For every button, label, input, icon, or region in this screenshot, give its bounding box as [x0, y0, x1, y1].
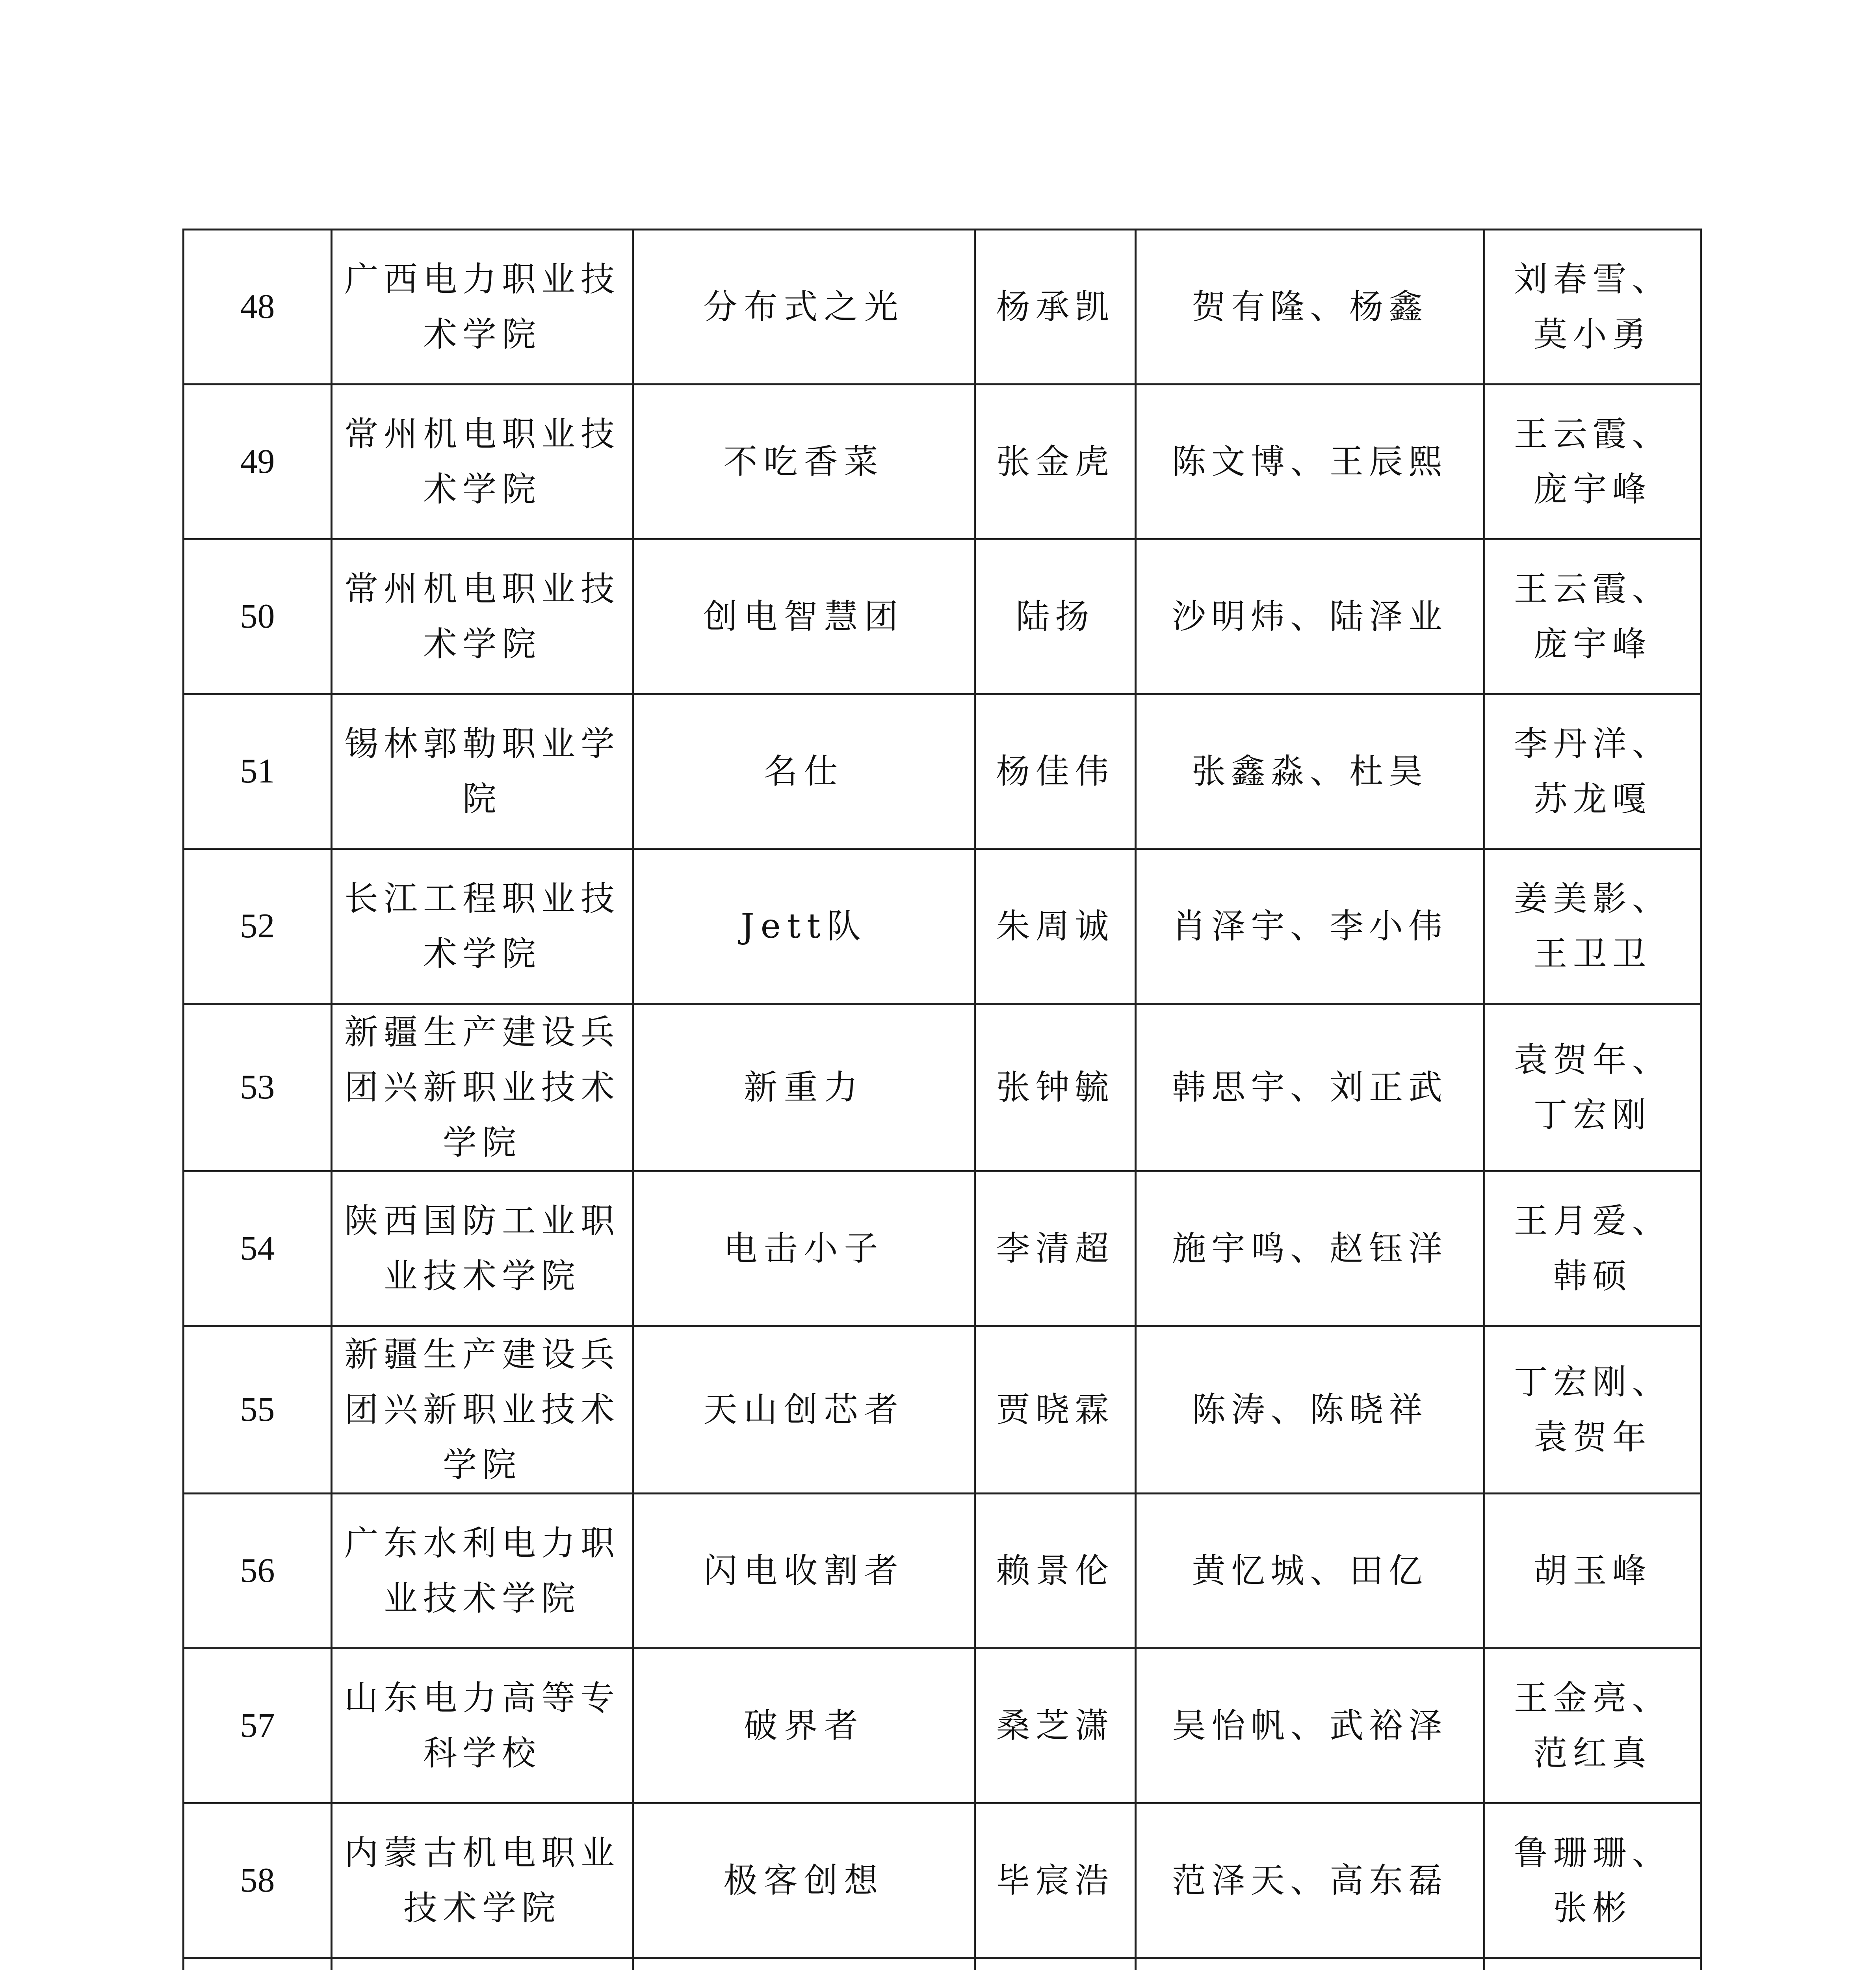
school-name: 广东水利电力职业技术学院	[332, 1494, 633, 1648]
table-row	[184, 1648, 1701, 1803]
school-name	[332, 1958, 633, 1970]
captain-name: 贾晓霖	[975, 1326, 1136, 1494]
captain-name: 毕宸浩	[975, 1803, 1136, 1958]
advisors: 丁宏刚、袁贺年	[1484, 1326, 1701, 1494]
advisors: 胡玉峰	[1484, 1494, 1701, 1648]
award-table	[182, 229, 1702, 1970]
row-number: 52	[184, 849, 332, 1004]
row-number: 57	[184, 1648, 332, 1803]
row-number: 56	[184, 1494, 332, 1648]
advisors: 鲁珊珊、张彬	[1484, 1803, 1701, 1958]
row-number: 48	[184, 230, 332, 385]
advisors: 姜美影、王卫卫	[1484, 849, 1701, 1004]
table-row	[184, 1494, 1701, 1648]
table-row	[184, 694, 1701, 849]
row-number: 53	[184, 1004, 332, 1171]
table-row	[184, 1004, 1701, 1171]
captain-name: 杨佳伟	[975, 694, 1136, 849]
team-members: 施宇鸣、赵钰洋	[1136, 1171, 1484, 1326]
row-number: 54	[184, 1171, 332, 1326]
team-name: 新重力	[633, 1004, 975, 1171]
team-name: 破界者	[633, 1648, 975, 1803]
team-members: 陈文博、王辰熙	[1136, 385, 1484, 539]
table-row	[184, 1958, 1701, 1970]
school-name: 常州机电职业技术学院	[332, 539, 633, 694]
team-name: 电击小子	[633, 1171, 975, 1326]
captain-name: 陆扬	[975, 539, 1136, 694]
table-row	[184, 1171, 1701, 1326]
table-row	[184, 539, 1701, 694]
advisors: 王云霞、庞宇峰	[1484, 385, 1701, 539]
advisors: 王云霞、庞宇峰	[1484, 539, 1701, 694]
team-members: 肖泽宇、李小伟	[1136, 849, 1484, 1004]
captain-name: 李清超	[975, 1171, 1136, 1326]
captain-name: 张钟毓	[975, 1004, 1136, 1171]
team-members: 贺有隆、杨鑫	[1136, 230, 1484, 385]
school-name: 陕西国防工业职业技术学院	[332, 1171, 633, 1326]
advisors: 刘春雪、莫小勇	[1484, 230, 1701, 385]
row-number	[184, 1958, 332, 1970]
row-number: 55	[184, 1326, 332, 1494]
team-name: 极客创想	[633, 1803, 975, 1958]
captain-name: 桑芝潇	[975, 1648, 1136, 1803]
advisors: 王月爱、韩硕	[1484, 1171, 1701, 1326]
advisors	[1484, 1958, 1701, 1970]
team-members: 陈涛、陈晓祥	[1136, 1326, 1484, 1494]
captain-name: 张金虎	[975, 385, 1136, 539]
team-members: 范泽天、高东磊	[1136, 1803, 1484, 1958]
team-members: 沙明炜、陆泽业	[1136, 539, 1484, 694]
school-name: 锡林郭勒职业学院	[332, 694, 633, 849]
team-members: 吴怡帆、武裕泽	[1136, 1648, 1484, 1803]
table-row	[184, 849, 1701, 1004]
advisors: 王金亮、范红真	[1484, 1648, 1701, 1803]
team-name: 闪电收割者	[633, 1494, 975, 1648]
team-name: 名仕	[633, 694, 975, 849]
table-row	[184, 1803, 1701, 1958]
school-name: 山东电力高等专科学校	[332, 1648, 633, 1803]
row-number: 50	[184, 539, 332, 694]
row-number: 49	[184, 385, 332, 539]
school-name: 新疆生产建设兵团兴新职业技术学院	[332, 1004, 633, 1171]
table-row	[184, 385, 1701, 539]
team-name: 天山创芯者	[633, 1326, 975, 1494]
school-name: 常州机电职业技术学院	[332, 385, 633, 539]
advisors: 袁贺年、丁宏刚	[1484, 1004, 1701, 1171]
team-members	[1136, 1958, 1484, 1970]
table-row	[184, 1326, 1701, 1494]
team-name: 创电智慧团	[633, 539, 975, 694]
school-name: 新疆生产建设兵团兴新职业技术学院	[332, 1326, 633, 1494]
team-name	[633, 1958, 975, 1970]
school-name: 广西电力职业技术学院	[332, 230, 633, 385]
row-number: 58	[184, 1803, 332, 1958]
captain-name	[975, 1958, 1136, 1970]
captain-name: 赖景伦	[975, 1494, 1136, 1648]
row-number: 51	[184, 694, 332, 849]
team-members: 韩思宇、刘正武	[1136, 1004, 1484, 1171]
team-members: 张鑫淼、杜昊	[1136, 694, 1484, 849]
school-name: 长江工程职业技术学院	[332, 849, 633, 1004]
team-name: Jett队	[633, 849, 975, 1004]
captain-name: 杨承凯	[975, 230, 1136, 385]
team-members: 黄忆城、田亿	[1136, 1494, 1484, 1648]
team-name: 分布式之光	[633, 230, 975, 385]
team-name: 不吃香菜	[633, 385, 975, 539]
table-row	[184, 230, 1701, 385]
captain-name: 朱周诚	[975, 849, 1136, 1004]
school-name: 内蒙古机电职业技术学院	[332, 1803, 633, 1958]
advisors: 李丹洋、苏龙嘎	[1484, 694, 1701, 849]
